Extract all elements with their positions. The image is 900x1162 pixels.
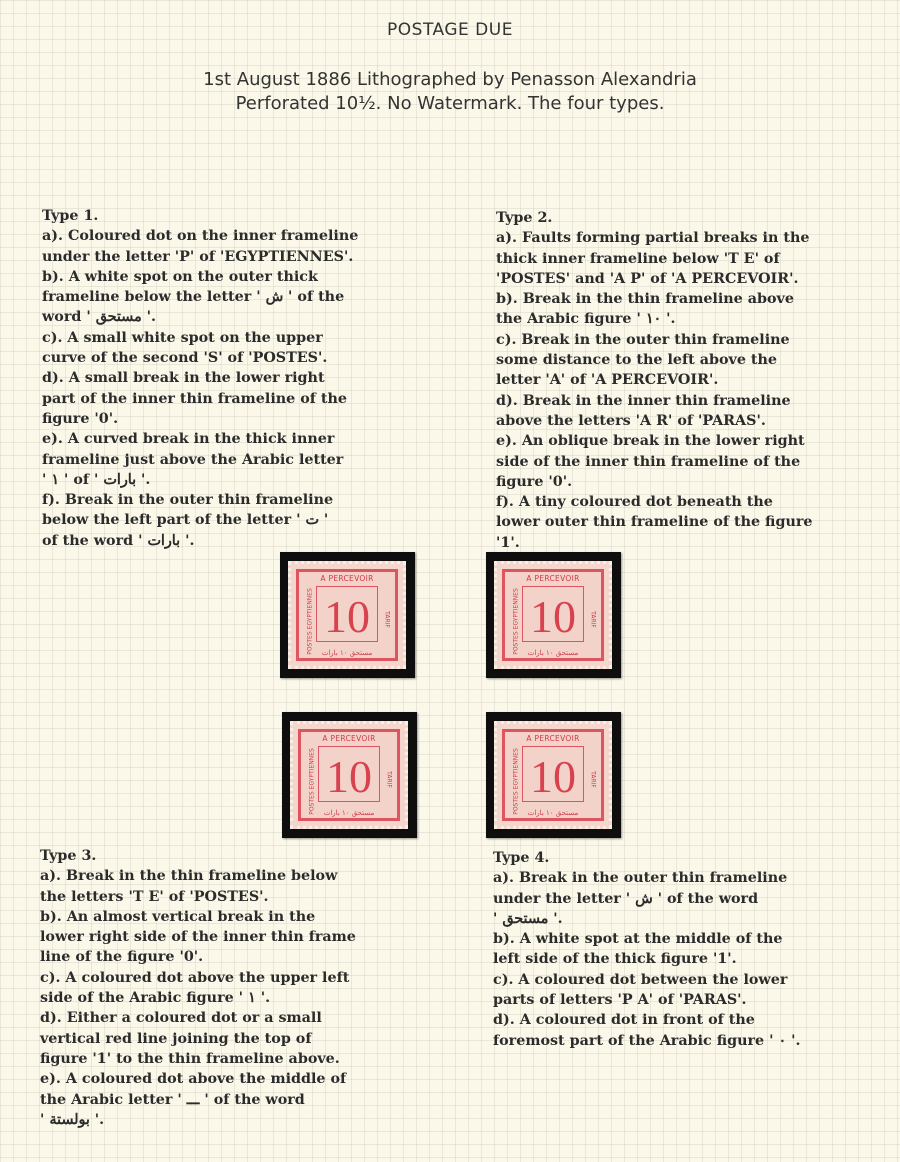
type-description-line: e). A coloured dot above the middle of [40, 1071, 347, 1088]
stamp-mount-type-3 [282, 712, 417, 838]
type-description-line: below the left part of the letter ' ت ' [42, 512, 329, 529]
type-description-line: figure '1' to the thin frameline above. [40, 1050, 340, 1067]
type-description-line: line of the figure '0'. [40, 949, 204, 966]
type-description-line: frameline just above the Arabic letter [42, 451, 344, 468]
stamp-type-4 [494, 721, 612, 829]
stamp-frame [502, 729, 604, 821]
stamp-top-text: A PERCEVOIR [322, 734, 376, 743]
type-description-line: the Arabic figure ' ١٠ '. [496, 311, 676, 328]
type-description-line: foremost part of the Arabic figure ' ٠ '. [493, 1032, 801, 1049]
type-description-line: ' بولستة '. [40, 1111, 105, 1128]
type-description-line: some distance to the left above the [496, 352, 778, 369]
type-description-line: e). A curved break in the thick inner [42, 431, 335, 448]
type-description-line: side of the inner thin frameline of the [496, 453, 801, 470]
type-description-line: above the letters 'A R' of 'PARAS'. [496, 412, 766, 429]
type-description-line: b). A white spot at the middle of the [493, 931, 783, 948]
stamp-bottom-text: مستحق ١٠ بارات [323, 809, 375, 817]
type-description-line: ' مستحق '. [493, 910, 563, 927]
stamp-right-text: TARIF [589, 611, 597, 628]
type-description-line: letter 'A' of 'A PERCEVOIR'. [496, 372, 719, 389]
type-description-line: b). A white spot on the outer thick [42, 268, 318, 285]
type-description-line: part of the inner thin frameline of the [42, 390, 347, 407]
type-description-line: d). A small break in the lower right [42, 370, 325, 387]
stamp-value-frame [522, 586, 584, 642]
type-description-line: lower right side of the inner thin frame [40, 929, 356, 946]
subtitle-line-2: Perforated 10½. No Watermark. The four types. [235, 93, 665, 114]
stamp-frame [298, 729, 400, 821]
stamp-right-text: TARIF [383, 611, 391, 628]
stamp-frame [296, 569, 398, 661]
stamp-value-frame [522, 746, 584, 802]
type-description-line: b). An almost vertical break in the [40, 908, 316, 925]
type-description-line: parts of letters 'P A' of 'PARAS'. [493, 992, 747, 1009]
stamp-bottom-text: مستحق ١٠ بارات [527, 809, 579, 817]
type-description-line: figure '0'. [496, 473, 573, 490]
stamp-type-3 [290, 721, 408, 829]
type-description-line: the Arabic letter ' ـــ ' of the word [40, 1091, 305, 1108]
type-description-line: left side of the thick figure '1'. [493, 951, 737, 968]
stamp-value-frame [318, 746, 380, 802]
stamp-mount-type-4 [486, 712, 621, 838]
stamp-left-text: POSTES EGYPTIENNES [306, 588, 314, 655]
type-description-line: word ' مستحق '. [42, 309, 156, 326]
stamp-left-text: POSTES EGYPTIENNES [512, 588, 520, 655]
stamp-frame [502, 569, 604, 661]
subtitle-line-1: 1st August 1886 Lithographed by Penasson Alexandria [203, 69, 697, 90]
type-description-line: c). A coloured dot between the lower [493, 971, 788, 988]
type-description-line: ' ١ ' of ' بارات '. [42, 471, 151, 488]
stamp-value: 10 [530, 591, 576, 642]
page-subtitle [0, 68, 900, 116]
stamp-value-frame [316, 586, 378, 642]
stamp-mount-type-1 [280, 552, 415, 678]
stamp-right-text: TARIF [589, 771, 597, 788]
type-description-line: curve of the second 'S' of 'POSTES'. [42, 350, 328, 367]
stamp-type-2 [494, 561, 612, 669]
type-description-line: c). Break in the outer thin frameline [496, 331, 790, 348]
type-description-line: b). Break in the thin frameline above [496, 291, 794, 308]
type-description-line: e). An oblique break in the lower right [496, 433, 805, 450]
type-description-line: d). Break in the inner thin frameline [496, 392, 791, 409]
type-heading: Type 2. [496, 210, 553, 226]
type-heading: Type 1. [42, 208, 99, 224]
type-2-description [496, 208, 868, 553]
type-description-line: a). Break in the thin frameline below [40, 868, 338, 885]
type-1-description [42, 206, 414, 551]
type-description-line: a). Faults forming partial breaks in the [496, 230, 810, 247]
type-description-line: figure '0'. [42, 410, 119, 427]
type-description-line: vertical red line joining the top of [40, 1030, 312, 1047]
stamp-mount-type-2 [486, 552, 621, 678]
type-description-line: c). A small white spot on the upper [42, 329, 323, 346]
stamp-left-text: POSTES EGYPTIENNES [512, 748, 520, 815]
type-description-line: d). A coloured dot in front of the [493, 1012, 755, 1029]
type-description-line: '1'. [496, 534, 520, 551]
stamp-bottom-text: مستحق ١٠ بارات [527, 649, 579, 657]
stamp-left-text: POSTES EGYPTIENNES [308, 748, 316, 815]
type-3-description [40, 846, 412, 1130]
type-4-description [493, 848, 865, 1051]
stamp-top-text: A PERCEVOIR [526, 734, 580, 743]
type-description-line: a). Break in the outer thin frameline [493, 870, 788, 887]
stamp-right-text: TARIF [385, 771, 393, 788]
stamp-bottom-text: مستحق ١٠ بارات [321, 649, 373, 657]
type-description-line: frameline below the letter ' ش ' of the [42, 289, 345, 306]
type-description-line: d). Either a coloured dot or a small [40, 1010, 322, 1027]
type-description-line: 'POSTES' and 'A P' of 'A PERCEVOIR'. [496, 270, 799, 287]
stamp-type-1 [288, 561, 406, 669]
stamp-top-text: A PERCEVOIR [526, 574, 580, 583]
type-description-line: of the word ' بارات '. [42, 532, 195, 549]
page-title: POSTAGE DUE [387, 20, 513, 40]
type-description-line: the letters 'T E' of 'POSTES'. [40, 888, 269, 905]
type-heading: Type 4. [493, 850, 550, 866]
stamp-top-text: A PERCEVOIR [320, 574, 374, 583]
type-description-line: lower outer thin frameline of the figure [496, 514, 813, 531]
type-description-line: under the letter ' ش ' of the word [493, 890, 759, 907]
stamp-value: 10 [530, 751, 576, 802]
stamp-value: 10 [326, 751, 372, 802]
type-description-line: c). A coloured dot above the upper left [40, 969, 350, 986]
type-description-line: under the letter 'P' of 'EGYPTIENNES'. [42, 248, 354, 265]
stamp-value: 10 [324, 591, 370, 642]
type-description-line: a). Coloured dot on the inner frameline [42, 228, 359, 245]
type-description-line: thick inner frameline below 'T E' of [496, 250, 780, 267]
type-description-line: side of the Arabic figure ' ١ '. [40, 990, 271, 1007]
type-description-line: f). A tiny coloured dot beneath the [496, 494, 773, 511]
type-description-line: f). Break in the outer thin frameline [42, 492, 334, 509]
type-heading: Type 3. [40, 848, 97, 864]
